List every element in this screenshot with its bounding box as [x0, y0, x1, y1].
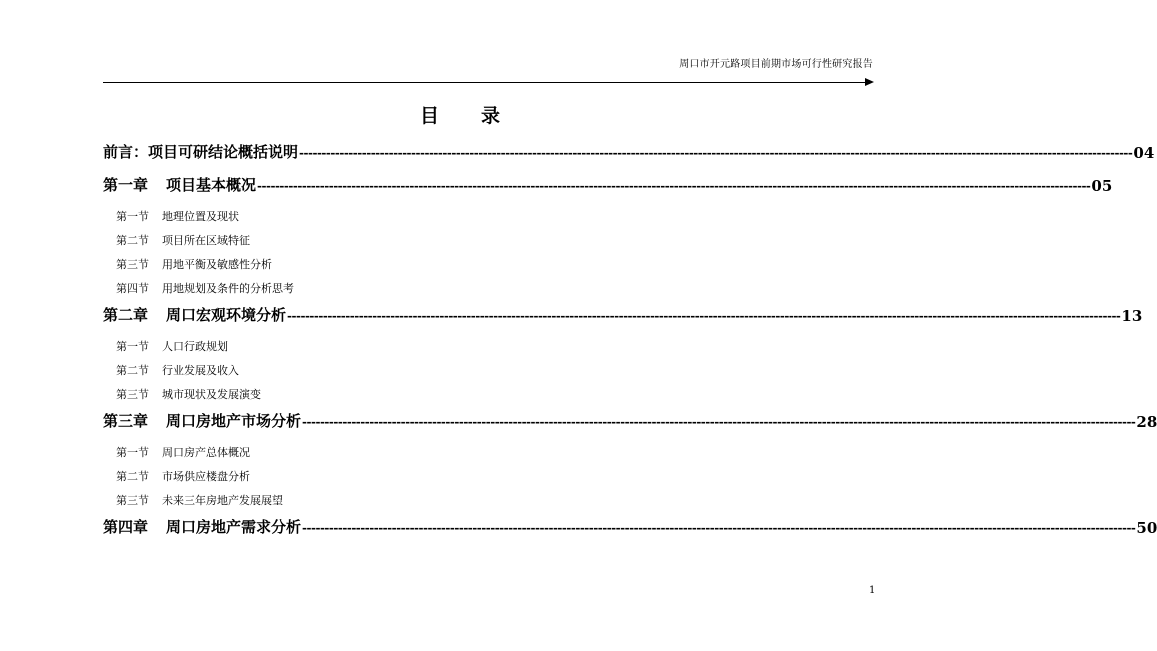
toc-section[interactable]: [116, 256, 272, 272]
section-title: 人口行政规划: [162, 340, 228, 353]
section-title: 未来三年房地产发展展望: [162, 494, 283, 507]
toc-section[interactable]: [116, 444, 250, 460]
section-title: 市场供应楼盘分析: [162, 470, 250, 483]
section-number: 第二节: [116, 364, 149, 377]
section-number: 第四节: [116, 282, 149, 295]
section-title: 地理位置及现状: [162, 210, 239, 223]
toc-entry-chapter-3[interactable]: [103, 409, 1157, 431]
section-number: 第一节: [116, 340, 149, 353]
section-number: 第一节: [116, 446, 149, 459]
section-number: 第二节: [116, 234, 149, 247]
toc-page-number: 13: [1121, 307, 1143, 325]
chapter-title: 周口房地产市场分析: [166, 412, 302, 430]
section-title: 用地平衡及敏感性分析: [162, 258, 272, 271]
section-number: 第三节: [116, 258, 149, 271]
chapter-title: 项目基本概况: [166, 176, 257, 194]
section-number: 第三节: [116, 388, 149, 401]
dot-leader: ------------------------------------------------------------------------------------------------------------------------------------------------------------------------------------------: [299, 146, 1133, 160]
chapter-number: 第二章: [103, 306, 149, 324]
header-rule: [103, 82, 865, 83]
toc-entry-chapter-1[interactable]: [103, 173, 1113, 195]
toc-entry-chapter-4[interactable]: [103, 515, 1157, 537]
toc-page-number: 04: [1133, 144, 1155, 162]
dot-leader: ------------------------------------------------------------------------------------------------------------------------------------------------------------------------------------------: [302, 415, 1136, 429]
section-number: 第二节: [116, 470, 149, 483]
toc-section[interactable]: [116, 280, 294, 296]
toc-section[interactable]: [116, 338, 228, 354]
chapter-title: 周口房地产需求分析: [166, 518, 302, 536]
section-title: 行业发展及收入: [162, 364, 239, 377]
toc-section[interactable]: [116, 232, 250, 248]
chapter-number: 第四章: [103, 518, 149, 536]
section-number: 第三节: [116, 494, 149, 507]
dot-leader: ------------------------------------------------------------------------------------------------------------------------------------------------------------------------------------------: [257, 179, 1091, 193]
toc-section[interactable]: [116, 386, 261, 402]
dot-leader: ------------------------------------------------------------------------------------------------------------------------------------------------------------------------------------------: [302, 521, 1136, 535]
toc-page-number: 28: [1136, 413, 1157, 431]
section-title: 项目所在区域特征: [162, 234, 250, 247]
section-title: 周口房产总体概况: [162, 446, 250, 459]
page-number: 1: [869, 585, 876, 596]
toc-page-number: 05: [1091, 177, 1113, 195]
section-title: 用地规划及条件的分析思考: [162, 282, 294, 295]
section-number: 第一节: [116, 210, 149, 223]
toc-title: 目录: [419, 105, 542, 127]
chapter-number: 第三章: [103, 412, 149, 430]
chapter-number: 第一章: [103, 176, 149, 194]
toc-page-number: 50: [1136, 519, 1157, 537]
chapter-title: 周口宏观环境分析: [166, 306, 287, 324]
toc-section[interactable]: [116, 468, 250, 484]
toc-section[interactable]: [116, 208, 239, 224]
toc-entry-preface[interactable]: [103, 140, 1155, 162]
toc-section[interactable]: [116, 362, 239, 378]
section-title: 城市现状及发展演变: [162, 388, 261, 401]
toc-entry-chapter-2[interactable]: [103, 303, 1143, 325]
header-title: 周口市开元路项目前期市场可行性研究报告: [679, 59, 873, 70]
toc-section[interactable]: [116, 492, 283, 508]
dot-leader: ------------------------------------------------------------------------------------------------------------------------------------------------------------------------------------------: [287, 309, 1121, 323]
toc-entry-label: 前言：项目可研结论概括说明: [103, 143, 299, 161]
header-arrow-icon: [865, 78, 874, 86]
